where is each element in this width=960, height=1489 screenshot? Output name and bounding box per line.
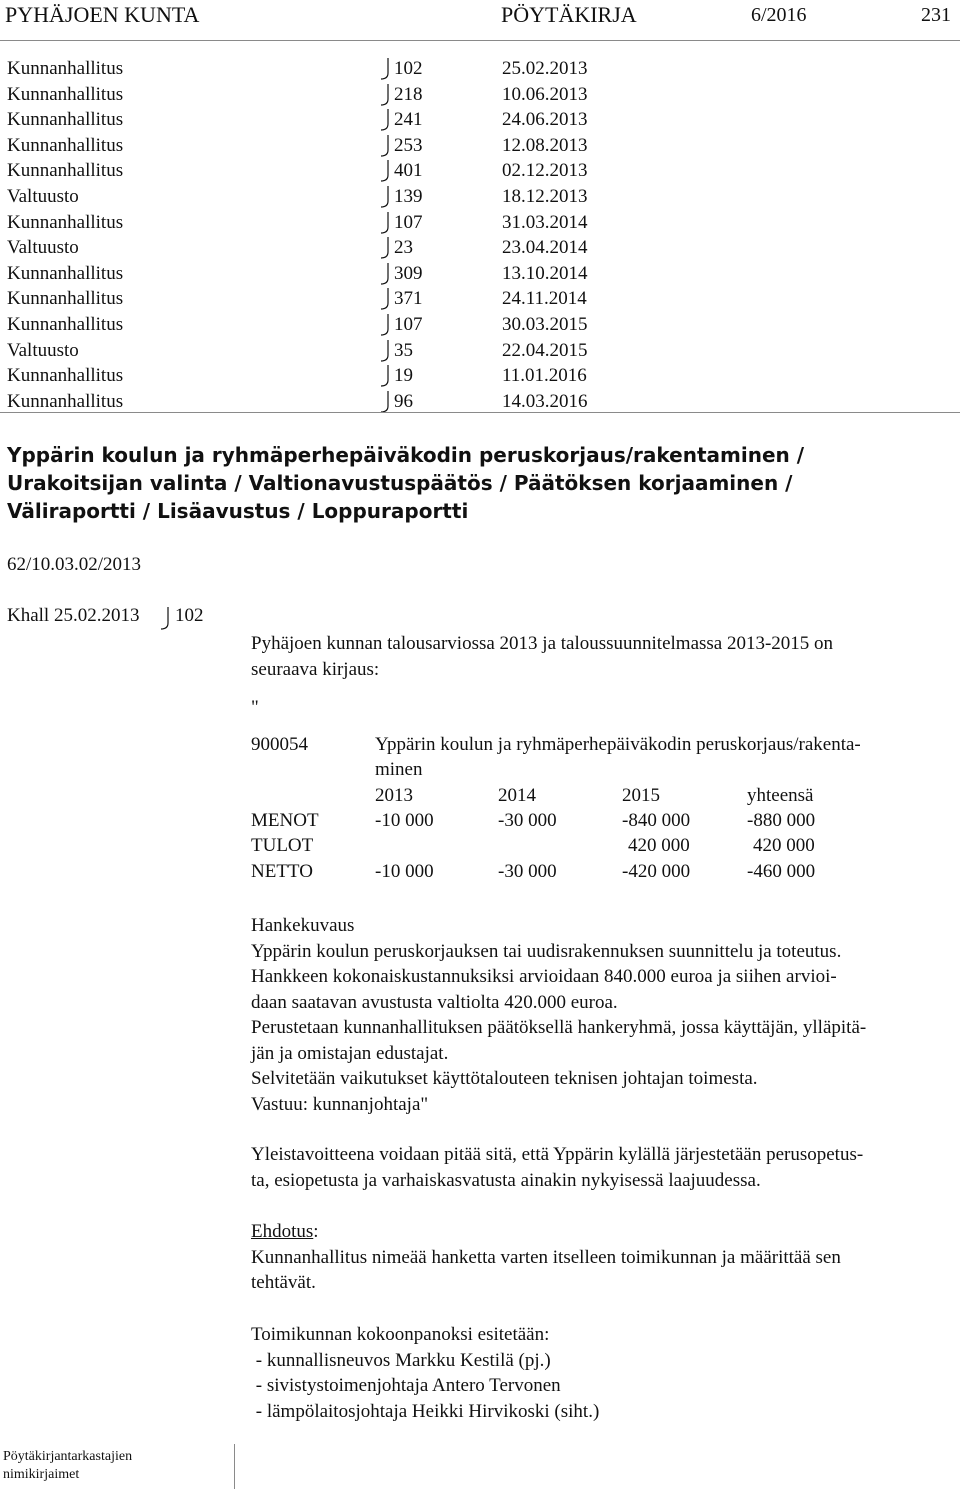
proposal-heading: Ehdotus xyxy=(251,1221,314,1242)
title-line: Väliraportti / Lisäavustus / Loppuraportti xyxy=(7,499,469,523)
history-body: Valtuusto xyxy=(7,339,79,361)
budget-name-line: Yppärin koulun ja ryhmäperhepäiväkodin peruskorjaus/rakenta- xyxy=(375,734,861,755)
description-line: jän ja omistajan edustajat. xyxy=(251,1042,449,1064)
history-body: Kunnanhallitus xyxy=(7,365,124,387)
history-row xyxy=(0,158,960,183)
paragraph-symbol-icon xyxy=(378,107,390,132)
history-row xyxy=(0,312,960,337)
budget-row-label: TULOT xyxy=(251,835,314,856)
history-row xyxy=(0,235,960,260)
budget-cell: -30 000 xyxy=(498,810,557,831)
history-date: 24.11.2014 xyxy=(502,288,587,310)
footer-line: Pöytäkirjantarkastajien xyxy=(3,1449,133,1464)
history-row xyxy=(0,286,960,311)
section-number: 102 xyxy=(175,605,204,626)
project-description xyxy=(251,913,956,1117)
paragraph-symbol-icon xyxy=(378,235,390,260)
history-body: Kunnanhallitus xyxy=(7,58,124,79)
history-paragraph: 401 xyxy=(394,160,423,182)
description-line: daan saatavan avustusta valtiolta 420.000 euroa. xyxy=(251,991,618,1013)
history-date: 22.04.2015 xyxy=(502,339,588,361)
paragraph-symbol-icon xyxy=(378,338,390,363)
history-date: 10.06.2013 xyxy=(502,83,588,105)
paragraph-symbol-icon xyxy=(378,82,390,107)
general-goal xyxy=(251,1142,956,1193)
committee-member: - lämpölaitosjohtaja Heikki Hirvikoski (siht.) xyxy=(251,1400,600,1422)
history-paragraph: 102 xyxy=(394,58,423,79)
quote-open: " xyxy=(251,697,259,718)
proposal-line: Kunnanhallitus nimeää hanketta varten itselleen toimikunnan ja määrittää sen xyxy=(251,1246,841,1268)
history-date: 02.12.2013 xyxy=(502,160,588,182)
footer-line: nimikirjaimet xyxy=(3,1467,80,1482)
budget-col-header: yhteensä xyxy=(747,785,814,806)
issue-number: 6/2016 xyxy=(751,4,807,26)
history-date: 12.08.2013 xyxy=(502,134,588,156)
history-paragraph: 371 xyxy=(394,288,423,310)
description-line: Vastuu: kunnanjohtaja" xyxy=(251,1093,429,1115)
paragraph-symbol-icon xyxy=(378,56,390,81)
footer-initials xyxy=(3,1448,132,1484)
history-date: 30.03.2015 xyxy=(502,314,588,335)
description-heading: Hankekuvaus xyxy=(251,915,355,936)
intro-line: Pyhäjoen kunnan talousarviossa 2013 ja taloussuunnitelmassa 2013-2015 on xyxy=(251,633,834,654)
budget-cell: -420 000 xyxy=(622,861,691,882)
budget-cell: 420 000 xyxy=(628,835,690,856)
history-row xyxy=(0,389,960,414)
history-body: Valtuusto xyxy=(7,237,79,259)
budget-row-label: MENOT xyxy=(251,810,319,831)
history-date: 24.06.2013 xyxy=(502,109,588,131)
paragraph-symbol-icon xyxy=(378,158,390,183)
history-date: 14.03.2016 xyxy=(502,390,588,412)
history-paragraph: 23 xyxy=(394,237,413,259)
paragraph-symbol-icon xyxy=(378,210,390,235)
history-body: Kunnanhallitus xyxy=(7,262,124,284)
history-paragraph: 19 xyxy=(394,365,413,387)
history-body: Kunnanhallitus xyxy=(7,314,124,335)
paragraph-symbol-icon xyxy=(378,363,390,388)
history-paragraph: 107 xyxy=(394,211,423,233)
history-body: Kunnanhallitus xyxy=(7,160,124,182)
history-paragraph: 253 xyxy=(394,134,423,156)
budget-row-label: NETTO xyxy=(251,861,313,882)
history-body: Valtuusto xyxy=(7,186,79,207)
title-line: Yppärin koulun ja ryhmäperhepäiväkodin peruskorjaus/rakentaminen / xyxy=(7,443,805,467)
budget-cell: -10 000 xyxy=(375,861,434,882)
intro-line: seuraava kirjaus: xyxy=(251,658,380,680)
history-row xyxy=(0,363,960,388)
footer-divider xyxy=(234,1444,235,1489)
history-row xyxy=(0,184,960,209)
description-line: Hankkeen kokonaiskustannuksiksi arvioidaan 840.000 euroa ja siihen arvioi- xyxy=(251,966,837,987)
paragraph-symbol-icon xyxy=(158,605,170,631)
municipality-name: PYHÄJOEN KUNTA xyxy=(5,2,200,27)
committee xyxy=(251,1322,956,1424)
history-row xyxy=(0,56,960,81)
matter-title xyxy=(7,441,952,525)
paragraph-symbol-icon xyxy=(378,261,390,286)
intro-text xyxy=(251,631,956,682)
history-row xyxy=(0,338,960,363)
history-paragraph: 35 xyxy=(394,339,413,361)
history-body: Kunnanhallitus xyxy=(7,109,124,131)
history-body: Kunnanhallitus xyxy=(7,390,124,412)
header-divider xyxy=(0,40,960,41)
history-body: Kunnanhallitus xyxy=(7,83,124,105)
history-date: 25.02.2013 xyxy=(502,58,588,79)
description-line: Selvitetään vaikutukset käyttötalouteen teknisen johtajan toimesta. xyxy=(251,1068,758,1089)
history-row xyxy=(0,210,960,235)
history-paragraph: 309 xyxy=(394,262,423,284)
paragraph-symbol-icon xyxy=(378,312,390,337)
history-paragraph: 241 xyxy=(394,109,423,131)
paragraph-symbol-icon xyxy=(378,286,390,311)
history-row xyxy=(0,261,960,286)
paragraph-symbol-icon xyxy=(378,133,390,158)
history-body: Kunnanhallitus xyxy=(7,211,124,233)
budget-code: 900054 xyxy=(251,734,308,755)
history-row xyxy=(0,133,960,158)
budget-name-line: minen xyxy=(375,759,423,780)
budget-cell: -30 000 xyxy=(498,861,557,882)
proposal xyxy=(251,1219,956,1296)
goal-line: ta, esiopetusta ja varhaiskasvatusta ainakin nykyisessä laajuudessa. xyxy=(251,1169,761,1191)
committee-intro: Toimikunnan kokoonpanoksi esitetään: xyxy=(251,1324,550,1345)
history-date: 31.03.2014 xyxy=(502,211,588,233)
proposal-heading-row xyxy=(251,1219,956,1245)
history-date: 11.01.2016 xyxy=(502,365,587,387)
proposal-heading-colon: : xyxy=(313,1221,319,1242)
description-line: Perustetaan kunnanhallituksen päätöksellä hankeryhmä, jossa käyttäjän, ylläpitä- xyxy=(251,1017,867,1038)
history-date: 18.12.2013 xyxy=(502,186,588,207)
committee-member: - sivistystoimenjohtaja Antero Tervonen xyxy=(251,1375,561,1396)
history-paragraph: 96 xyxy=(394,390,413,412)
section-label: Khall 25.02.2013 xyxy=(7,605,140,626)
paragraph-symbol-icon xyxy=(378,184,390,209)
record-number: 62/10.03.02/2013 xyxy=(7,554,142,575)
history-body: Kunnanhallitus xyxy=(7,134,124,156)
budget-cell: 420 000 xyxy=(753,835,815,856)
title-line: Urakoitsijan valinta / Valtionavustuspäätös / Päätöksen korjaaminen / xyxy=(7,471,793,495)
history-date: 23.04.2014 xyxy=(502,237,588,259)
history-divider xyxy=(0,412,960,413)
paragraph-symbol-icon xyxy=(378,389,390,414)
budget-cell: -460 000 xyxy=(747,861,816,882)
committee-member: - kunnallisneuvos Markku Kestilä (pj.) xyxy=(251,1349,551,1371)
budget-col-header: 2013 xyxy=(375,785,413,806)
goal-line: Yleistavoitteena voidaan pitää sitä, että Yppärin kylällä järjestetään perusopetus- xyxy=(251,1144,864,1165)
history-paragraph: 107 xyxy=(394,314,423,335)
history-row xyxy=(0,82,960,107)
proposal-line: tehtävät. xyxy=(251,1272,316,1293)
history-paragraph: 218 xyxy=(394,83,423,105)
budget-cell: -10 000 xyxy=(375,810,434,831)
budget-col-header: 2015 xyxy=(622,785,660,806)
history-row xyxy=(0,107,960,132)
budget-cell: -880 000 xyxy=(747,810,816,831)
history-body: Kunnanhallitus xyxy=(7,288,124,310)
page-number: 231 xyxy=(921,4,951,26)
budget-cell: -840 000 xyxy=(622,810,691,831)
description-line: Yppärin koulun peruskorjauksen tai uudisrakennuksen suunnittelu ja toteutus. xyxy=(251,940,842,962)
history-date: 13.10.2014 xyxy=(502,262,588,284)
history-paragraph: 139 xyxy=(394,186,423,207)
budget-col-header: 2014 xyxy=(498,785,536,806)
document-type: PÖYTÄKIRJA xyxy=(501,2,637,27)
